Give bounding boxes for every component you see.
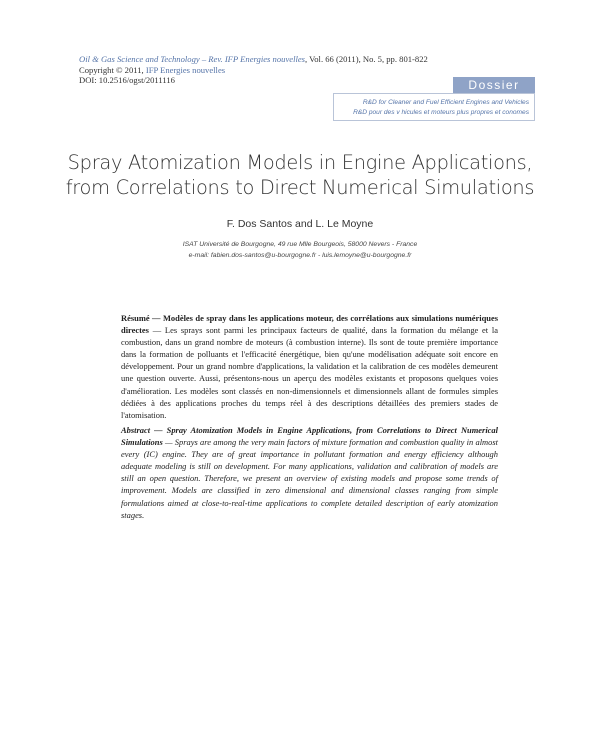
- resume-paragraph: [121, 312, 498, 421]
- title-line-2: from Correlations to Direct Numerical Simulations: [65, 176, 535, 199]
- dossier-box: [333, 93, 535, 121]
- volume-info: , Vol. 66 (2011), No. 5, pp. 801-822: [305, 54, 428, 64]
- copyright: Copyright © 2011, IFP Energies nouvelles: [79, 64, 226, 75]
- affiliation: ISAT Université de Bourgogne, 49 rue Mlle Bourgeois, 58000 Nevers - France: [182, 241, 418, 248]
- abstract-paragraph: [121, 424, 498, 521]
- title-line-1: Spray Atomization Models in Engine Applications,: [67, 151, 533, 174]
- authors: F. Dos Santos and L. Le Moyne: [226, 218, 374, 230]
- dossier-line-en: R&D for Cleaner and Fuel Efficient Engines and Vehicles: [362, 99, 529, 106]
- resume-body: — Les sprays sont parmi les principaux facteurs de qualité, dans la formation du mélange et la combustion, dans un grand nombre de moteurs (à combustion interne). Ils sont de toute première importance dans la formation de polluants et l'efficacité énergétique, bien qu'une modélisation adéquate soit encore en développement. Pour un grand nombre d'applications, la validation et la calibration de ces modèles demeurent une question ouverte. Aussi, présentons-nous un aperçu des modèles existants et proposons quelques voies d'amélioration. Les modèles sont classés en non-dimensionnels et dimensionnels allant de formules simples dédiées à des applications proches du temps réel à des descriptions détaillées des premiers stades de l'atomisation.: [121, 325, 498, 420]
- abstract-heading: Abstract — Spray Atomization Models in Engine Applications, from Correlations to Direct Numerical Simulations: [121, 425, 498, 448]
- journal-header: [79, 54, 428, 86]
- resume-heading: Résumé — Modèles de spray dans les applications moteur, des corrélations aux simulations numériques directes: [121, 313, 498, 336]
- article-title: [40, 150, 560, 200]
- journal-name[interactable]: Oil & Gas Science and Technology – Rev. IFP Energies nouvelles: [79, 54, 306, 64]
- affiliation-block: [160, 239, 440, 261]
- doi: DOI: 10.2516/ogst/2011116: [79, 75, 175, 85]
- copyright-owner[interactable]: IFP Energies nouvelles: [145, 64, 226, 75]
- dossier-label: Dossier: [453, 77, 535, 93]
- dossier-line-fr: R&D pour des v hicules et moteurs plus propres et conomes: [353, 108, 529, 116]
- email[interactable]: e-mail: fabien.dos-santos@u-bourgogne.fr - luis.lemoyne@u-bourgogne.fr: [188, 252, 412, 259]
- abstract-body: — Sprays are among the very main factors of mixture formation and combustion quality in almost every (IC) engine. They are of great importance in pollutant formation and energy efficiency although adequate modeling is still on development. For many applications, validation and calibration of models are still an open question. Therefore, we present an overview of existing models and propose some trends of improvement. Models are classified in zero dimensional and dimensional classes ranging from simple formulations aimed at close-to-real-time applications to complete detailed description of early atomization stages.: [121, 437, 498, 520]
- journal-citation: [79, 54, 428, 65]
